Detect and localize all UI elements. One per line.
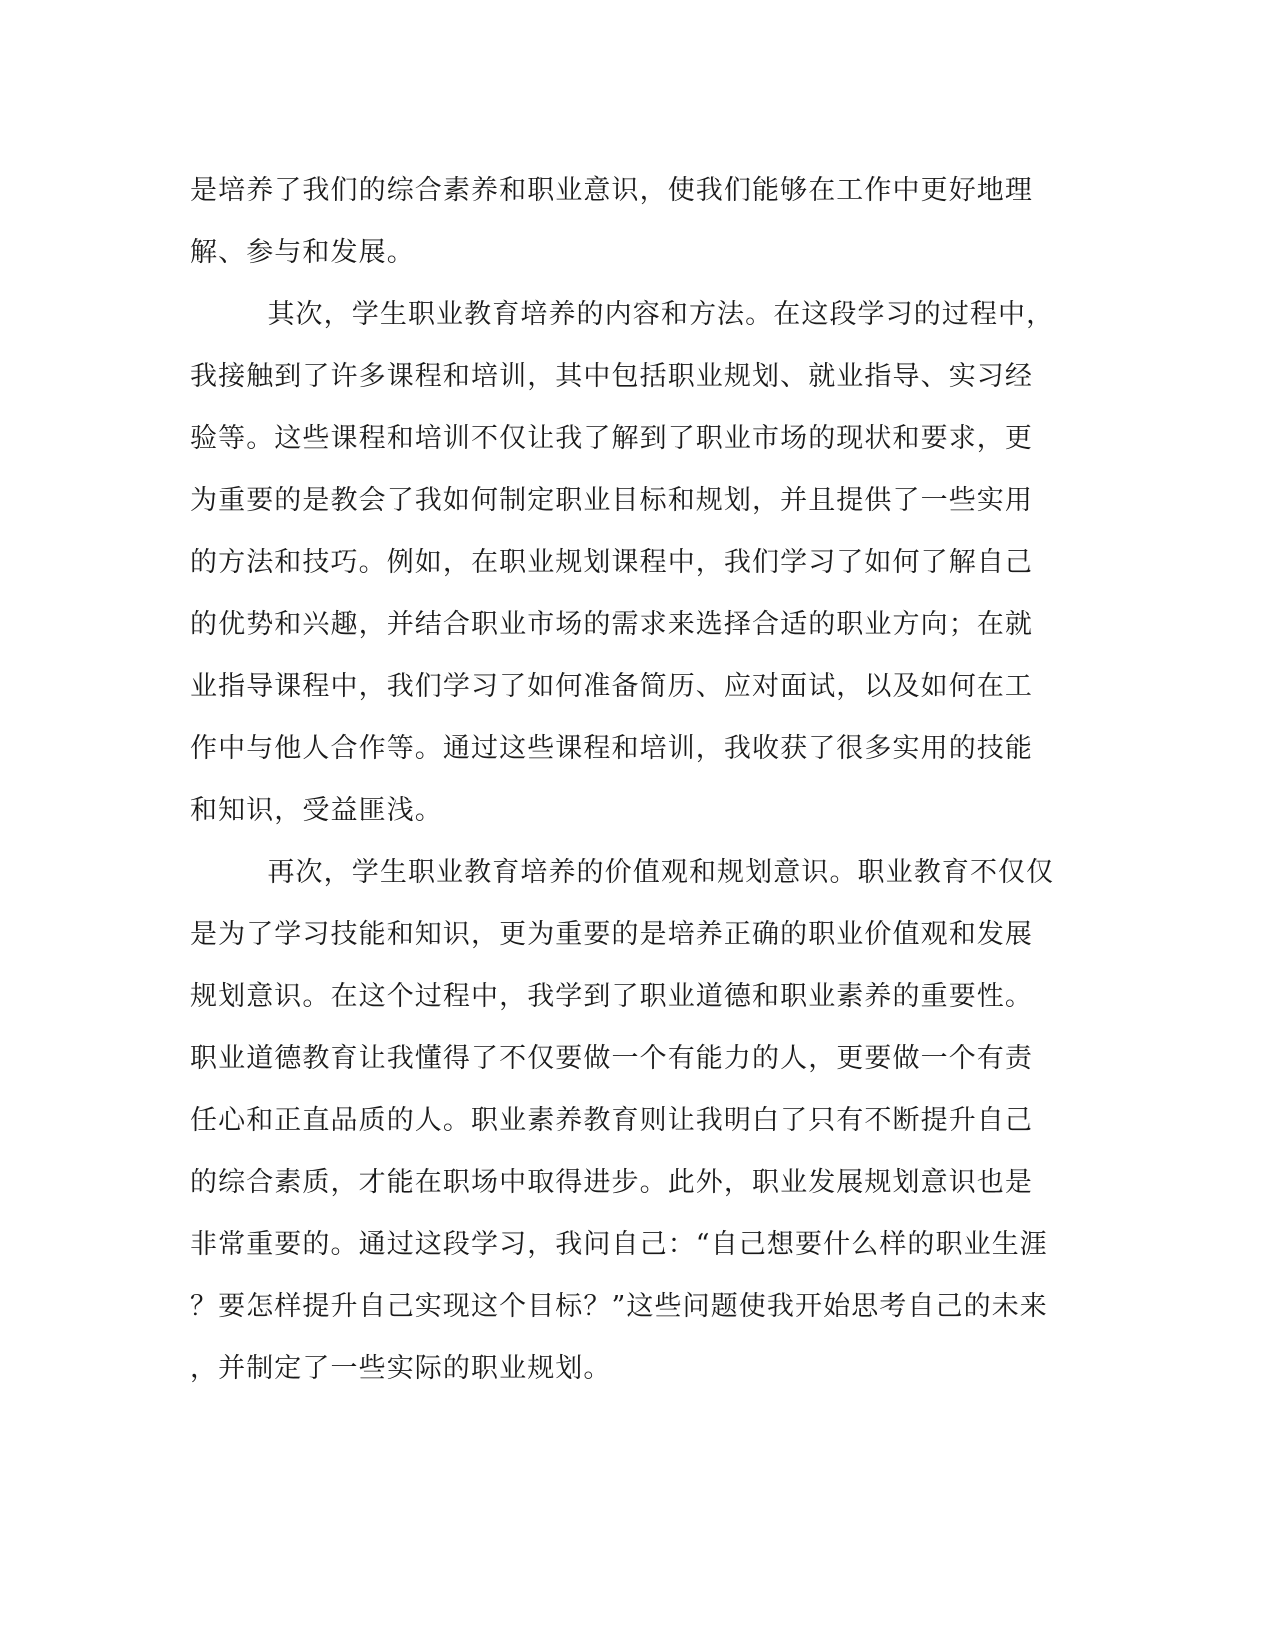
text-line: ？要怎样提升自己实现这个目标？”这些问题使我开始思考自己的未来 — [190, 1291, 1048, 1322]
text-line: 验等。这些课程和培训不仅让我了解到了职业市场的现状和要求，更 — [190, 423, 1033, 454]
text-line: 的综合素质，才能在职场中取得进步。此外，职业发展规划意识也是 — [190, 1167, 1033, 1198]
text-line: 任心和正直品质的人。职业素养教育则让我明白了只有不断提升自己 — [190, 1105, 1033, 1136]
body-text — [190, 160, 1090, 1400]
text-line: 为重要的是教会了我如何制定职业目标和规划，并且提供了一些实用 — [190, 485, 1033, 516]
text-line: 作中与他人合作等。通过这些课程和培训，我收获了很多实用的技能 — [190, 733, 1033, 764]
text-line: ，并制定了一些实际的职业规划。 — [190, 1353, 612, 1384]
text-line: 规划意识。在这个过程中，我学到了职业道德和职业素养的重要性。 — [190, 981, 1033, 1012]
text-line: 解、参与和发展。 — [190, 237, 415, 268]
text-line: 职业道德教育让我懂得了不仅要做一个有能力的人，更要做一个有责 — [190, 1043, 1033, 1074]
text-line: 的方法和技巧。例如，在职业规划课程中，我们学习了如何了解自己 — [190, 547, 1033, 578]
text-line: 再次，学生职业教育培养的价值观和规划意识。职业教育不仅仅 — [190, 857, 1055, 888]
text-line: 的优势和兴趣，并结合职业市场的需求来选择合适的职业方向；在就 — [190, 609, 1033, 640]
text-line: 我接触到了许多课程和培训，其中包括职业规划、就业指导、实习经 — [190, 361, 1033, 392]
text-line: 是培养了我们的综合素养和职业意识，使我们能够在工作中更好地理 — [190, 175, 1033, 206]
text-line: 业指导课程中，我们学习了如何准备简历、应对面试，以及如何在工 — [190, 671, 1033, 702]
text-line: 非常重要的。通过这段学习，我问自己：“自己想要什么样的职业生涯 — [190, 1229, 1048, 1260]
text-line: 其次，学生职业教育培养的内容和方法。在这段学习的过程中， — [190, 299, 1055, 330]
text-line: 是为了学习技能和知识，更为重要的是培养正确的职业价值观和发展 — [190, 919, 1033, 950]
text-line: 和知识，受益匪浅。 — [190, 795, 443, 826]
